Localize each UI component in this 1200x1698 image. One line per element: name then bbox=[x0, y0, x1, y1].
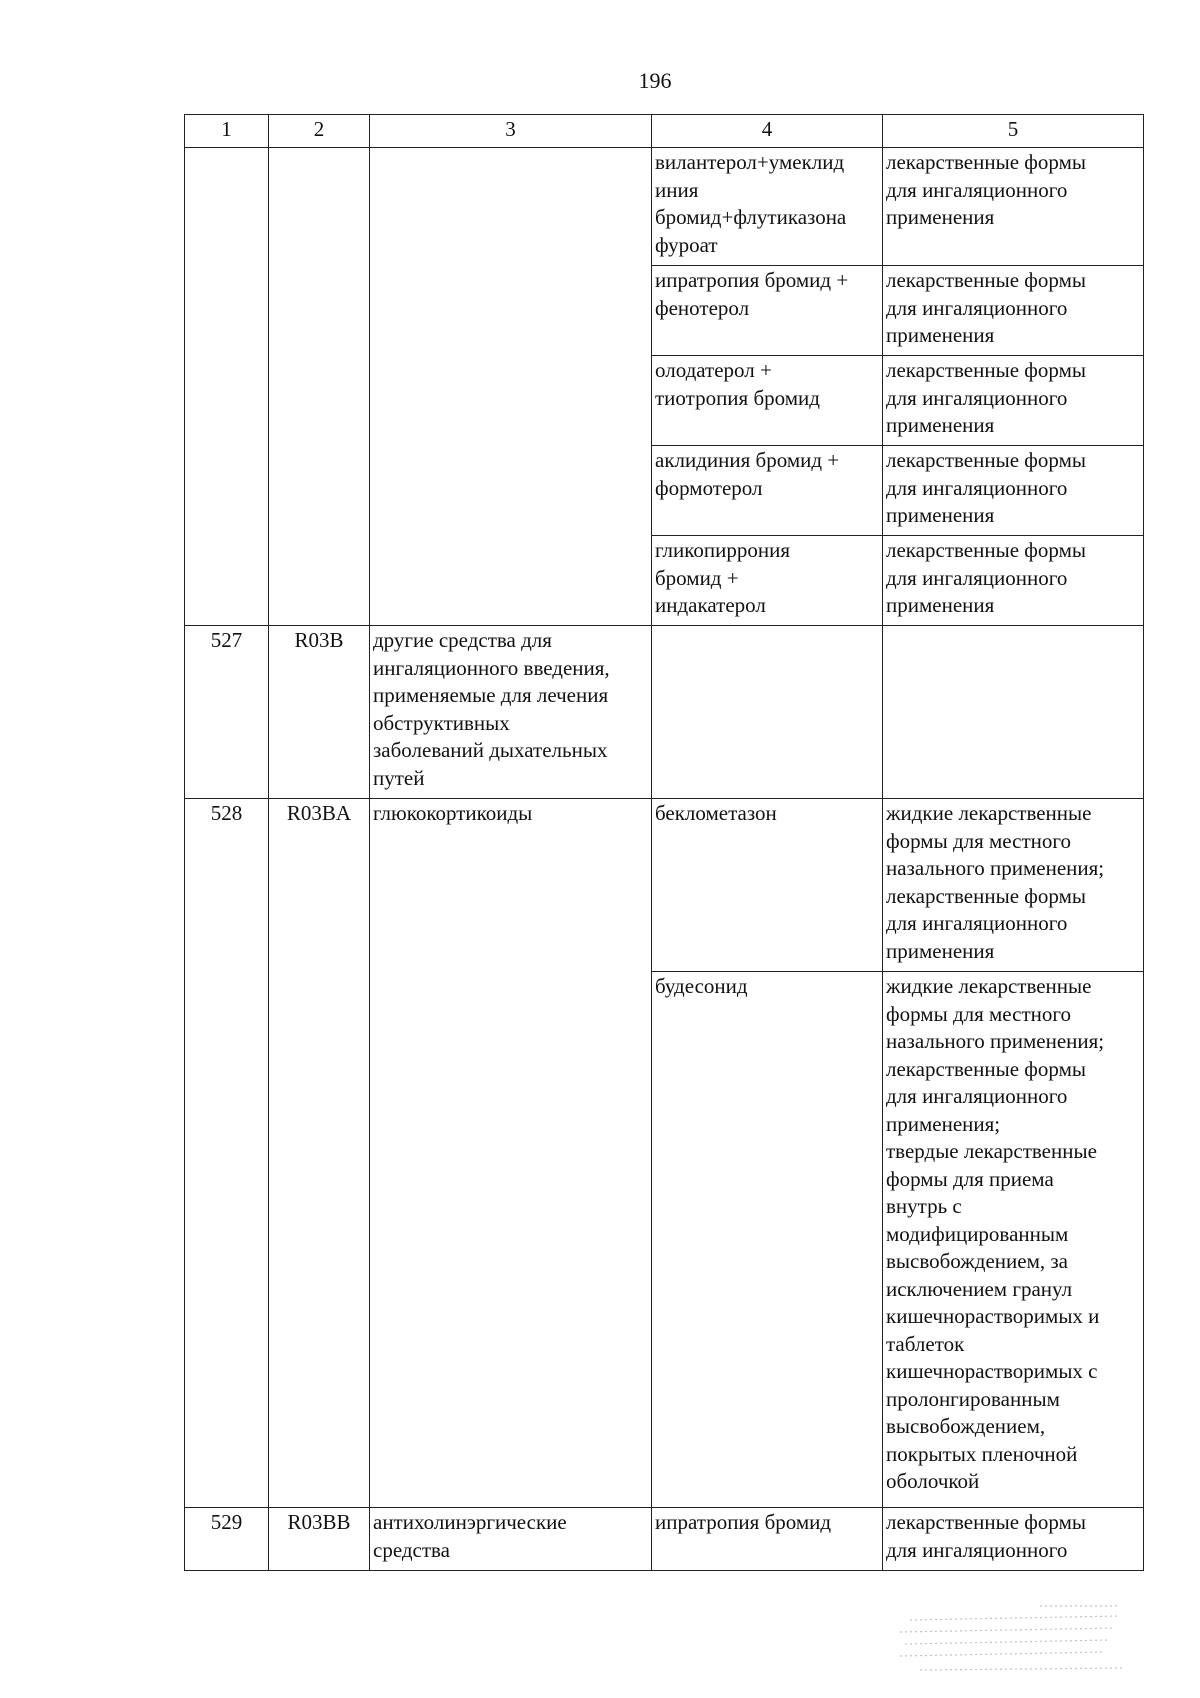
table-row bbox=[185, 626, 1144, 799]
faded-stamp bbox=[890, 1598, 1130, 1688]
dosage-form-cell: жидкие лекарственные формы для местного назального применения; лекарственные формы для ингаляционного применения bbox=[883, 799, 1144, 972]
drug-name-cell: гликопиррония бромид + индакатерол bbox=[652, 536, 883, 626]
header-col-1: 1 bbox=[185, 115, 269, 148]
drug-name-cell: вилантерол+умеклид иния бромид+флутиказона фуроат bbox=[652, 148, 883, 266]
dosage-form-cell: жидкие лекарственные формы для местного назального применения; лекарственные формы для ингаляционного применения; твердые лекарственные формы для приема внутрь с модифицированным высвобождением, за исключением гранул кишечнорастворимых и таблеток кишечнорастворимых с пролонгированным высвобождением, покрытых пленочной оболочкой bbox=[883, 972, 1144, 1508]
drug-name-cell: ипратропия бромид bbox=[652, 1508, 883, 1571]
header-col-5: 5 bbox=[883, 115, 1144, 148]
table-row bbox=[185, 148, 1144, 266]
drug-name-cell: будесонид bbox=[652, 972, 883, 1508]
row-number-cell: 528 bbox=[185, 799, 269, 1508]
drug-name-cell bbox=[652, 626, 883, 799]
page-number: 196 bbox=[638, 68, 672, 93]
group-name-cell: глюкокортикоиды bbox=[370, 799, 652, 1508]
atc-code-cell: R03B bbox=[269, 626, 370, 799]
dosage-form-cell: лекарственные формы для ингаляционного применения bbox=[883, 536, 1144, 626]
atc-code-cell: R03BA bbox=[269, 799, 370, 1508]
table-row bbox=[185, 1508, 1144, 1571]
row-number-cell: 527 bbox=[185, 626, 269, 799]
drug-name-cell: ипратропия бромид + фенотерол bbox=[652, 266, 883, 356]
table-row bbox=[185, 799, 1144, 972]
empty-cell-number bbox=[185, 148, 269, 626]
dosage-form-cell bbox=[883, 626, 1144, 799]
dosage-form-cell: лекарственные формы для ингаляционного применения bbox=[883, 356, 1144, 446]
atc-code-cell: R03BB bbox=[269, 1508, 370, 1571]
dosage-form-cell: лекарственные формы для ингаляционного применения bbox=[883, 446, 1144, 536]
drug-list-table bbox=[184, 114, 1144, 1571]
drug-name-cell: аклидиния бромид + формотерол bbox=[652, 446, 883, 536]
table-header-row bbox=[185, 115, 1144, 148]
header-col-3: 3 bbox=[370, 115, 652, 148]
dosage-form-cell: лекарственные формы для ингаляционного применения bbox=[883, 266, 1144, 356]
group-name-cell: антихолинэргические средства bbox=[370, 1508, 652, 1571]
group-name-cell: другие средства для ингаляционного введения, применяемые для лечения обструктивных заболеваний дыхательных путей bbox=[370, 626, 652, 799]
empty-cell-code bbox=[269, 148, 370, 626]
empty-cell-group bbox=[370, 148, 652, 626]
header-col-4: 4 bbox=[652, 115, 883, 148]
dosage-form-cell: лекарственные формы для ингаляционного применения bbox=[883, 148, 1144, 266]
header-col-2: 2 bbox=[269, 115, 370, 148]
drug-name-cell: беклометазон bbox=[652, 799, 883, 972]
drug-name-cell: олодатерол + тиотропия бромид bbox=[652, 356, 883, 446]
row-number-cell: 529 bbox=[185, 1508, 269, 1571]
dosage-form-cell: лекарственные формы для ингаляционного bbox=[883, 1508, 1144, 1571]
